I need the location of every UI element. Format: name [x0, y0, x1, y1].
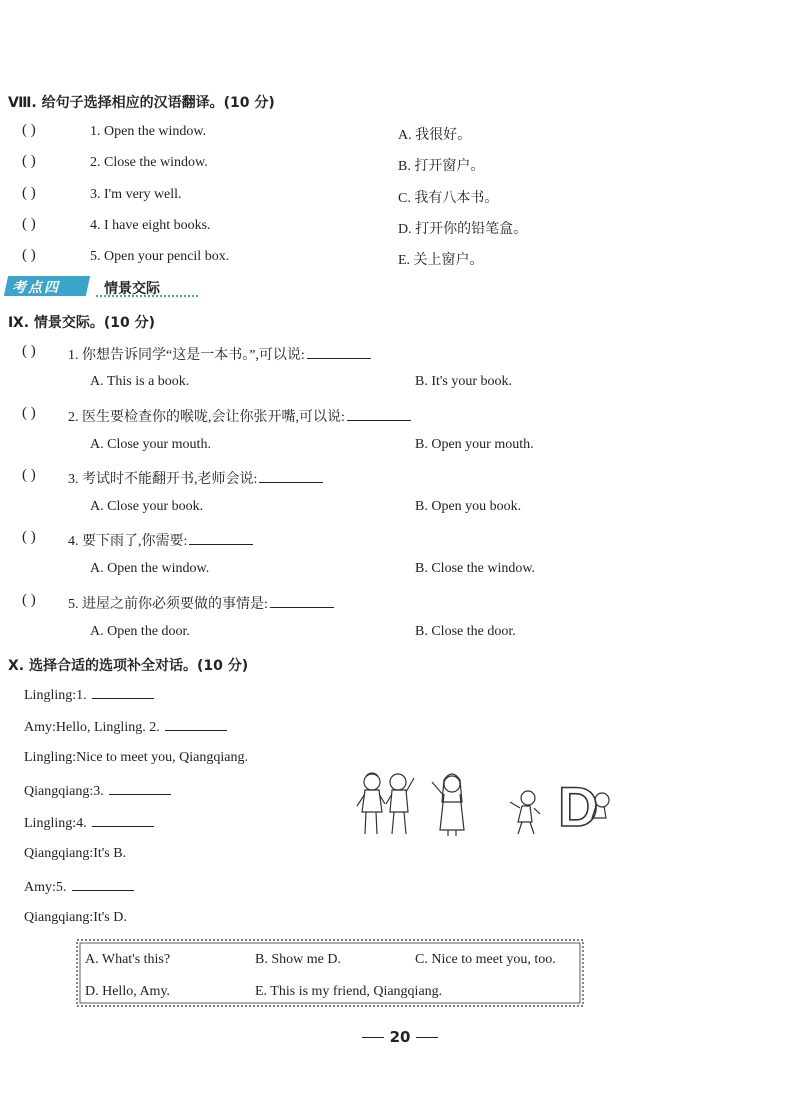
dialogue-line: Qiangqiang:It's B. [24, 846, 127, 861]
page-number: 20 [0, 1028, 800, 1046]
choice-b: B. Open your mouth. [415, 437, 534, 452]
choice-a: A. Close your book. [90, 499, 204, 514]
option-e: E. This is my friend, Qiangqiang. [255, 984, 443, 999]
banner-title: 情景交际 [104, 281, 160, 297]
dialogue-line: Lingling:Nice to meet you, Qiangqiang. [24, 750, 248, 765]
answer-paren[interactable]: ( ) [22, 467, 36, 483]
question: 3. 考试时不能翻开书,老师会说: [68, 468, 323, 488]
topic-banner [6, 276, 196, 298]
banner-underline [96, 295, 198, 297]
answer-paren[interactable]: ( ) [22, 122, 36, 138]
translation-option: E. 关上窗户。 [398, 253, 484, 268]
translation-option: D. 打开你的铅笔盒。 [398, 222, 528, 237]
answer-paren[interactable]: ( ) [22, 529, 36, 545]
sentence: 3. I'm very well. [90, 187, 182, 202]
answer-paren[interactable]: ( ) [22, 343, 36, 359]
translation-option: B. 打开窗户。 [398, 159, 485, 174]
translation-option: A. 我很好。 [398, 128, 472, 143]
translation-option: C. 我有八本书。 [398, 191, 499, 206]
choice-b: B. Close the window. [415, 561, 536, 576]
dialogue-line: Amy:5. [24, 878, 134, 896]
choice-a: A. Open the window. [90, 561, 210, 576]
option-b: B. Show me D. [255, 952, 341, 967]
question: 1. 你想告诉同学“这是一本书。”,可以说: [68, 344, 371, 364]
dialogue-line: Lingling:1. [24, 686, 154, 704]
answer-paren[interactable]: ( ) [22, 592, 36, 608]
question: 5. 进屋之前你必须要做的事情是: [68, 593, 334, 613]
dialogue-line: Lingling:4. [24, 814, 154, 832]
dialogue-line: Qiangqiang:3. [24, 782, 171, 800]
sentence: 2. Close the window. [90, 155, 208, 170]
answer-paren[interactable]: ( ) [22, 185, 36, 201]
question: 4. 要下雨了,你需要: [68, 530, 253, 550]
banner-tag: 考点四 [12, 280, 60, 296]
option-a: A. What's this? [85, 952, 171, 967]
answer-paren[interactable]: ( ) [22, 216, 36, 232]
section-10-title: Ⅹ. 选择合适的选项补全对话。(10 分) [8, 658, 249, 674]
section-9-title: Ⅸ. 情景交际。(10 分) [8, 315, 156, 331]
children-illustration [350, 768, 620, 840]
dialogue-line: Amy:Hello, Lingling. 2. [24, 718, 227, 736]
sentence: 5. Open your pencil box. [90, 249, 230, 264]
choice-a: A. Open the door. [90, 624, 190, 639]
answer-paren[interactable]: ( ) [22, 247, 36, 263]
sentence: 1. Open the window. [90, 124, 207, 139]
option-d: D. Hello, Amy. [85, 984, 171, 999]
choice-b: B. It's your book. [415, 374, 513, 389]
letter-d-illustration: D [558, 775, 599, 838]
answer-paren[interactable]: ( ) [22, 153, 36, 169]
option-c: C. Nice to meet you, too. [415, 952, 556, 967]
question: 2. 医生要检查你的喉咙,会让你张开嘴,可以说: [68, 406, 411, 426]
choice-a: A. Close your mouth. [90, 437, 211, 452]
answer-paren[interactable]: ( ) [22, 405, 36, 421]
section-8-title: Ⅷ. 给句子选择相应的汉语翻译。(10 分) [8, 95, 275, 111]
choice-b: B. Close the door. [415, 624, 516, 639]
dialogue-line: Qiangqiang:It's D. [24, 910, 127, 925]
choice-a: A. This is a book. [90, 374, 190, 389]
sentence: 4. I have eight books. [90, 218, 211, 233]
choice-b: B. Open you book. [415, 499, 522, 514]
options-box [75, 938, 585, 1008]
